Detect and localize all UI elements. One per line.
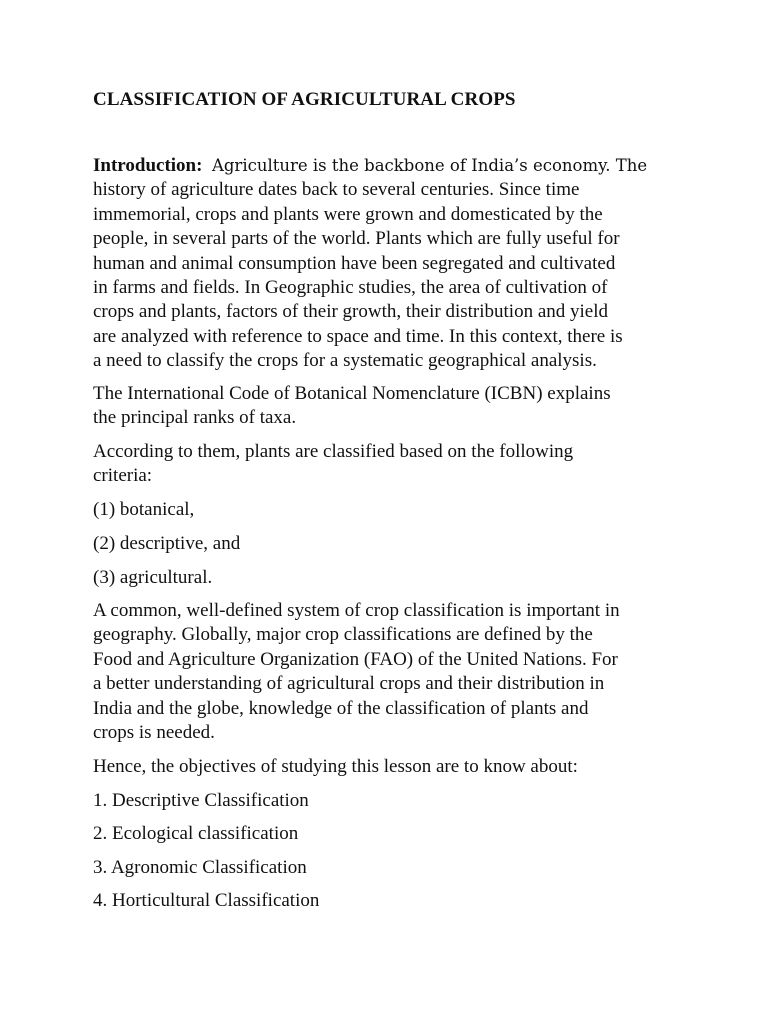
importance-line: Food and Agriculture Organization (FAO) of the United Nations. For bbox=[93, 648, 618, 670]
intro-line: immemorial, crops and plants were grown and domesticated by the bbox=[93, 203, 603, 225]
importance-line: A common, well-defined system of crop classification is important in bbox=[93, 600, 620, 621]
icbn-paragraph bbox=[93, 382, 733, 431]
criteria-item-botanical: (1) botanical, bbox=[93, 499, 195, 520]
introduction-paragraph bbox=[93, 154, 733, 374]
criteria-item-descriptive: (2) descriptive, and bbox=[93, 533, 241, 554]
intro-line: in farms and fields. In Geographic studies, the area of cultivation of bbox=[93, 277, 608, 299]
intro-line: a need to classify the crops for a systematic geographical analysis. bbox=[93, 350, 597, 372]
intro-line: are analyzed with reference to space and time. In this context, there is bbox=[93, 325, 623, 347]
document-title: CLASSIFICATION OF AGRICULTURAL CROPS bbox=[93, 89, 516, 110]
intro-lead-text: Agriculture is the backbone of India’s economy. The bbox=[211, 156, 648, 175]
classification-importance-paragraph bbox=[93, 599, 733, 745]
icbn-line: The International Code of Botanical Nomenclature (ICBN) explains bbox=[93, 383, 611, 404]
objective-item: 4. Horticultural Classification bbox=[93, 890, 320, 911]
intro-heading: Introduction: bbox=[93, 155, 203, 176]
intro-line: crops and plants, factors of their growth, their distribution and yield bbox=[93, 301, 608, 323]
importance-line: geography. Globally, major crop classifications are defined by the bbox=[93, 624, 593, 646]
objective-item: 1. Descriptive Classification bbox=[93, 790, 309, 811]
document-page bbox=[93, 0, 733, 1024]
intro-line: history of agriculture dates back to several centuries. Since time bbox=[93, 179, 580, 201]
importance-line: crops is needed. bbox=[93, 722, 215, 744]
criteria-intro-line: criteria: bbox=[93, 465, 153, 487]
importance-line: a better understanding of agricultural crops and their distribution in bbox=[93, 673, 605, 695]
objective-item: 2. Ecological classification bbox=[93, 823, 299, 844]
intro-line: people, in several parts of the world. Plants which are fully useful for bbox=[93, 228, 620, 250]
objective-item: 3. Agronomic Classification bbox=[93, 857, 307, 878]
icbn-line: the principal ranks of taxa. bbox=[93, 407, 297, 429]
criteria-intro-paragraph bbox=[93, 440, 733, 489]
intro-first-line bbox=[93, 154, 733, 178]
criteria-item-agricultural: (3) agricultural. bbox=[93, 567, 213, 588]
criteria-intro-line: According to them, plants are classified based on the following bbox=[93, 441, 574, 462]
objectives-intro: Hence, the objectives of studying this lesson are to know about: bbox=[93, 756, 578, 777]
importance-line: India and the globe, knowledge of the classification of plants and bbox=[93, 697, 589, 719]
intro-line: human and animal consumption have been segregated and cultivated bbox=[93, 252, 616, 274]
